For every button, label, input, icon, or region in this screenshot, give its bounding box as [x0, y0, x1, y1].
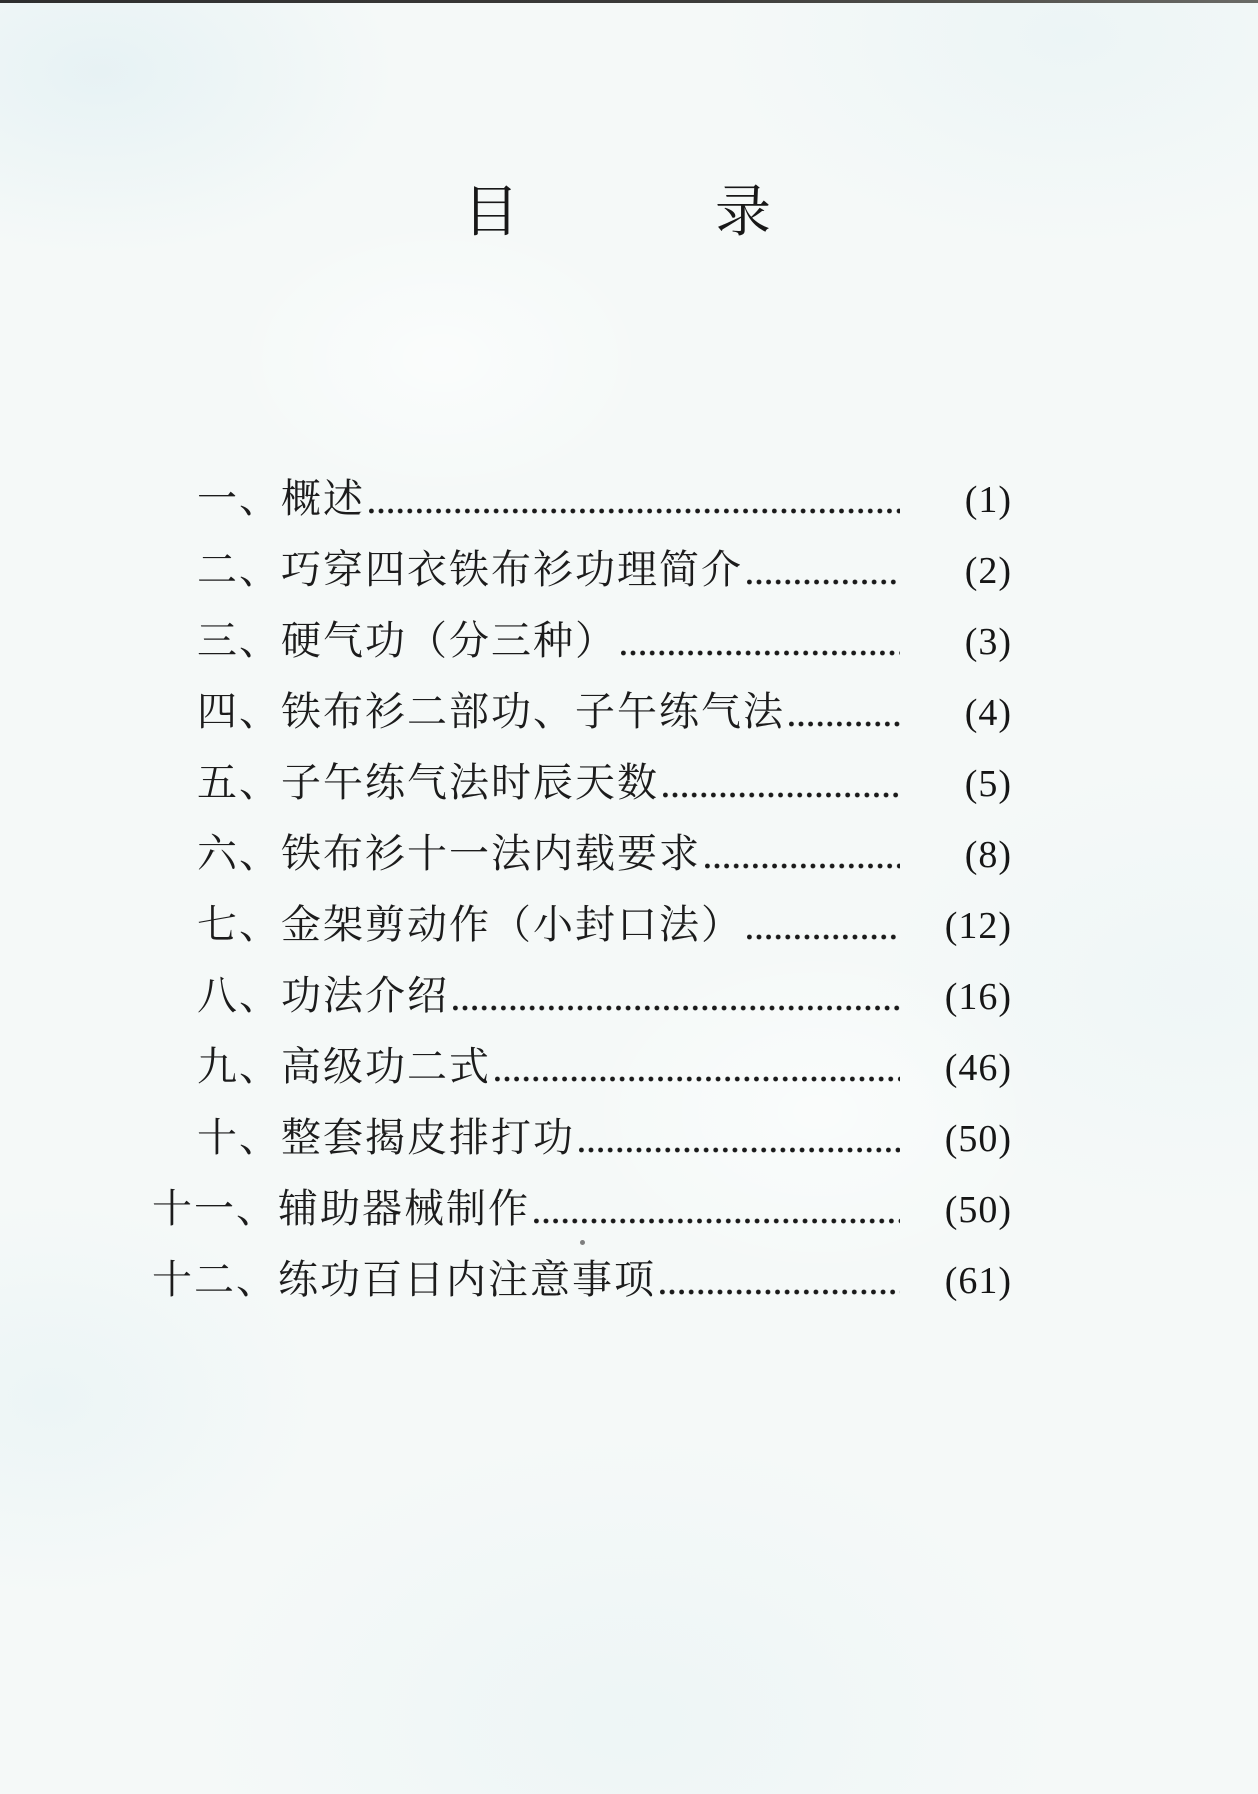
page-title-char-left: 目 — [463, 182, 519, 244]
toc-entry-label: 五、子午练气法时辰天数 — [197, 760, 659, 806]
toc-entry-page: (46) — [944, 1046, 1012, 1089]
toc-entry-page: (12) — [944, 904, 1012, 947]
toc-entry-page: (5) — [964, 762, 1012, 805]
toc-entry — [0, 1231, 1258, 1302]
page-title-char-right: 录 — [715, 182, 771, 244]
toc-entry — [0, 876, 1258, 947]
dot-leader — [663, 792, 900, 798]
toc-entry-label: 九、高级功二式 — [197, 1044, 491, 1090]
toc-entry — [0, 1089, 1258, 1160]
toc-entry-page: (3) — [964, 620, 1012, 663]
table-of-contents — [0, 450, 1258, 1302]
toc-entry — [0, 734, 1258, 805]
dot-leader — [621, 650, 900, 656]
toc-entry-page: (1) — [964, 478, 1012, 521]
toc-entry-page: (61) — [944, 1259, 1012, 1302]
toc-entry-label: 十、整套揭皮排打功 — [197, 1115, 575, 1161]
toc-entry — [0, 1018, 1258, 1089]
toc-entry-label: 十一、辅助器械制作 — [152, 1186, 530, 1232]
toc-entry — [0, 450, 1258, 521]
toc-entry-page: (4) — [964, 691, 1012, 734]
dot-leader — [453, 1005, 900, 1011]
dot-leader — [534, 1218, 900, 1224]
toc-entry-page: (2) — [964, 549, 1012, 592]
toc-entry-page: (50) — [944, 1117, 1012, 1160]
toc-entry — [0, 663, 1258, 734]
toc-entry — [0, 521, 1258, 592]
toc-entry-label: 三、硬气功（分三种） — [197, 618, 617, 664]
toc-entry — [0, 1160, 1258, 1231]
dot-leader — [579, 1147, 900, 1153]
toc-entry-label: 十二、练功百日内注意事项 — [152, 1257, 656, 1303]
dot-leader — [747, 934, 900, 940]
dot-leader — [747, 579, 900, 585]
toc-entry-page: (8) — [964, 833, 1012, 876]
toc-entry-label: 六、铁布衫十一法内载要求 — [197, 831, 701, 877]
scan-speckle — [580, 1240, 585, 1245]
toc-entry — [0, 592, 1258, 663]
toc-entry-label: 八、功法介绍 — [197, 973, 449, 1019]
dot-leader — [660, 1289, 900, 1295]
toc-entry — [0, 947, 1258, 1018]
dot-leader — [369, 508, 900, 514]
toc-entry-page: (50) — [944, 1188, 1012, 1231]
toc-entry-label: 二、巧穿四衣铁布衫功理简介 — [197, 547, 743, 593]
toc-entry-page: (16) — [944, 975, 1012, 1018]
toc-entry-label: 七、金架剪动作（小封口法） — [197, 902, 743, 948]
page-title — [0, 183, 1246, 245]
toc-entry-label: 一、概述 — [197, 476, 365, 522]
toc-entry — [0, 805, 1258, 876]
dot-leader — [789, 721, 900, 727]
dot-leader — [705, 863, 900, 869]
scan-edge — [0, 0, 1258, 3]
dot-leader — [495, 1076, 900, 1082]
toc-entry-label: 四、铁布衫二部功、子午练气法 — [197, 689, 785, 735]
